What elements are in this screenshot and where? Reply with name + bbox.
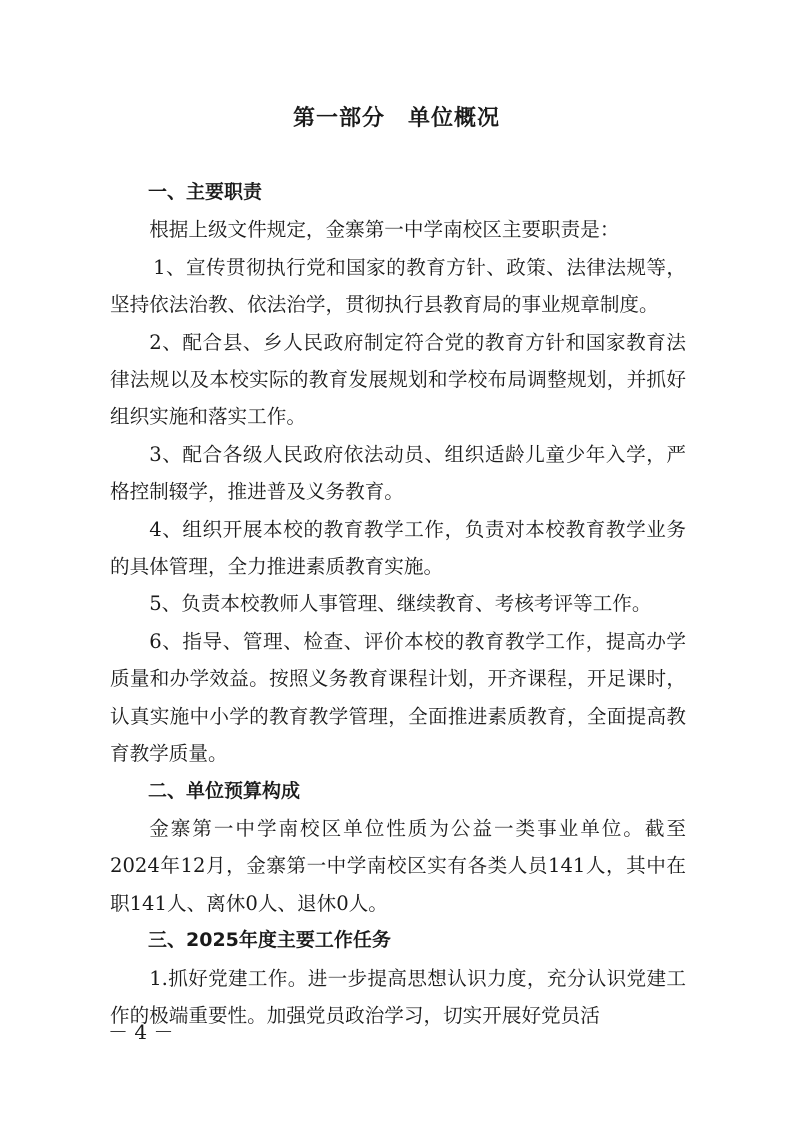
page-number: － 4 － [108,1020,174,1044]
page-title: 第一部分 单位概况 [292,106,500,131]
paragraph: 1.抓好党建工作。进一步提高思想认识力度，充分认识党建工作的极端重要性。加强党员政治学习，切实开展好党员活 [110,966,686,1027]
section-heading-main-duties: 一、主要职责 [148,181,263,203]
paragraph: 4、组织开展本校的教育教学工作，负责对本校教育教学业务的具体管理，全力推进素质教育实施。 [110,517,686,579]
paragraph: 1、宣传贯彻执行党和国家的教育方针、政策、法律法规等，坚持依法治教、依法治学，贯彻执行县教育局的事业规章制度。 [110,255,686,317]
paragraph: 2、配合县、乡人民政府制定符合党的教育方针和国家教育法律法规以及本校实际的教育发展规划和学校布局调整规划，并抓好组织实施和落实工作。 [110,330,686,429]
paragraph: 根据上级文件规定，金寨第一中学南校区主要职责是： [149,218,620,242]
paragraph: 6、指导、管理、检查、评价本校的教育教学工作，提高办学质量和办学效益。按照义务教育课程计划，开齐课程，开足课时，认真实施中小学的教育教学管理，全面推进素质教育，全面提高教育教学质量。 [110,629,686,766]
section-heading-work-tasks: 三、2025年度主要工作任务 [148,929,391,952]
paragraph: 金寨第一中学南校区单位性质为公益一类事业单位。截至2024年12月，金寨第一中学南校区实有各类人员141人，其中在职141人、离休0人、退休0人。 [110,816,686,915]
paragraph: 3、配合各级人民政府依法动员、组织适龄儿童少年入学，严格控制辍学，推进普及义务教育。 [110,442,686,504]
section-heading-budget-structure: 二、单位预算构成 [148,779,301,802]
document-body [110,174,686,1034]
paragraph: 5、负责本校教师人事管理、继续教育、考核考评等工作。 [149,592,652,616]
